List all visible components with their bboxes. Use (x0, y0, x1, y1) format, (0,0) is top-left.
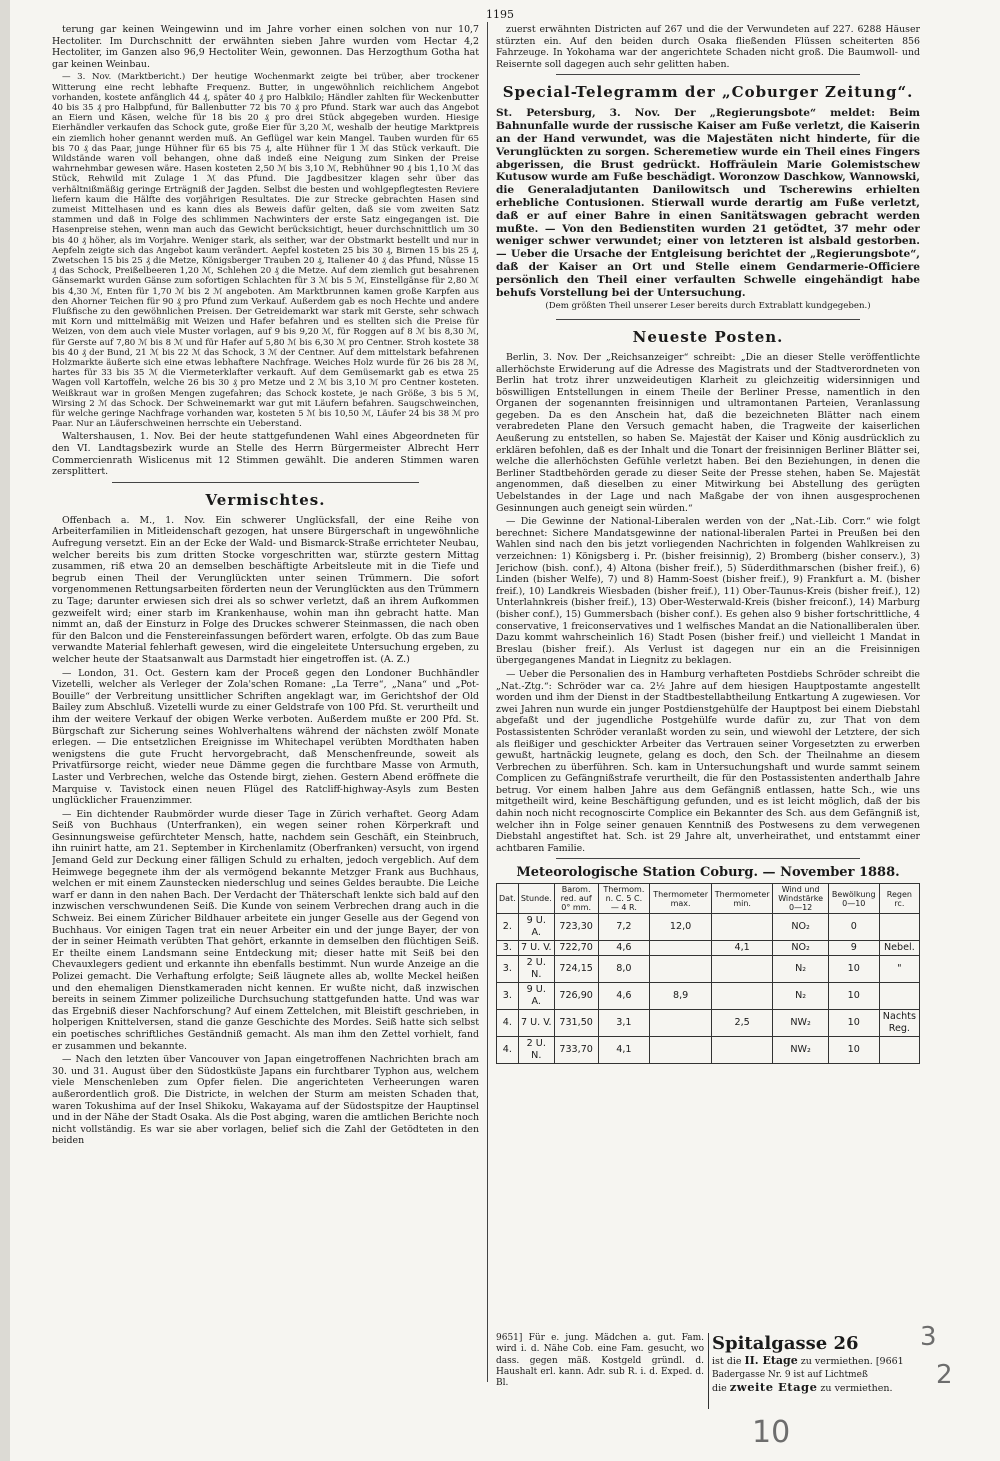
divider (112, 482, 419, 483)
weather-cell: Nachts Reg. (879, 1010, 919, 1037)
page-number: 1195 (486, 8, 514, 21)
ad-text: die (712, 1383, 730, 1394)
weather-cell: 724,15 (554, 956, 598, 983)
weather-cell: 8,9 (650, 983, 712, 1010)
weather-cell: 9 (828, 941, 879, 956)
article-berlin: Berlin, 3. Nov. Der „Reichsanzeiger“ schreibt: „Die an dieser Stelle veröffentlichte allerhöchste Erwiderung auf die Adresse des Magistrats und der Stadtverordneten von Berlin hat trotz ihrer unzweideutigen Klarheit zu gleichzeitig widersinnigen und böswilligen Entstellungen in einem Theile der Berliner Presse, namentlich in den Organen der sogenannten freisinnigen und ultramontanen Parteien, Veranlassung gegeben. Da es den Anschein hat, daß die bezeichneten Blätter nach einem verabredeten Plane den Versuch gemacht haben, die Tragweite der kaiserlichen Aeußerung zu entstellen, so haben Se. Majestät der Kaiser und König ausdrücklich zu erklären befohlen, daß es der Inhalt und die Tonart der freisinnigen Berliner Blätter sei, welche die allerhöchsten Gefühle verletzt haben. Bei den Beziehungen, in denen die Berliner Stadtbehörden gerade zu dieser Seite der Presse stehen, haben Se. Majestät angenommen, daß dieselben zu einer Mitwirkung bei Abstellung des gerügten Uebelstandes in der Lage und nach Maßgabe der von ihnen ausgesprochenen Gesinnungen auch geneigt sein würden.“ (496, 351, 920, 514)
article-market-report: — 3. Nov. (Marktbericht.) Der heutige Wochenmarkt zeigte bei trüber, aber trockener Witterung eine recht lebhafte Frequenz. Butter, in ungewöhnlich reichlichem Angebot vorhanden, kostete anfänglich 44 ₰, später 40 ₰ pro Halbkilo; Händler zahlten für Weckenbutter 40 bis 35 ₰ pro Halbpfund, für Ballenbutter 72 bis 70 ₰ pro Pfund. Stark war auch das Angebot an Eiern und Käsen, welche für 18 bis 20 ₰ pro drei Stück abgegeben wurden. Hiesige Eierhändler verkaufen das Schock gute, große Eier für 3,20 ℳ, weshalb der heutige Marktpreis ein ziemlich hoher genannt werden muß. An Geflügel war kein Mangel. Tauben wurden für 65 bis 70 ₰ das Paar, junge Hühner für 65 bis 75 ₰, alte Hühner für 1 ℳ das Stück verkauft. Die Wildstände waren voll behangen, ohne daß indeß eine Neigung zum Sinken der Preise wahrnehmbar gewesen wäre. Hasen kosteten 2,50 ℳ bis 3,10 ℳ, Rebhühner 90 ₰ bis 1,10 ℳ das Stück, Rehwild mit Zulage 1 ℳ das Pfund. Die Jagdbesitzer klagen sehr über das verhältnißmäßig geringe Erträgniß der Jagden. Selbst die besten und wohlgepflegtesten Reviere liefern kaum die Hälfte des vorjährigen Resultates. Die zur Strecke gebrachten Hasen sind zumeist Mittelhasen und es kann dies als Beweis dafür gelten, daß sie vom zweiten Satz stammen und daß in Folge des schlimmen Nachwinters der erste Satz eingegangen ist. Die Hasenpreise stehen, wenn man auch das Gewicht berücksichtigt, heuer durchschnittlich um 30 bis 40 ₰ höher, als im Vorjahre. Weniger stark, als seither, war der Obstmarkt bestellt und nur in Aepfeln zeigte sich das Angebot kaum verändert. Aepfel kosteten 25 bis 30 ₰, Birnen 15 bis 25 ₰, Zwetschen 15 bis 25 ₰ die Metze, Königsberger Trauben 20 ₰, Italiener 40 ₰ das Pfund, Nüsse 15 ₰ das Schock, Preißelbeeren 1,20 ℳ, Schlehen 20 ₰ die Metze. Auf dem ziemlich gut besahrenen Gänsemarkt wurden Gänse zum sofortigen Schlachten für 3 ℳ bis 5 ℳ, Einstellgänse für 2,80 ℳ bis 4,30 ℳ, Enten für 1,70 ℳ bis 2 ℳ angeboten. Am Marktbrunnen kamen große Karpfen aus den Ahorner Teichen für 90 ₰ pro Pfund zum Verkauf. Außerdem gab es noch Hechte und andere Flußfische zu den gewöhnlichen Preisen. Der Getreidemarkt war stark mit Gerste, sehr schwach mit Korn und mittelmäßig mit Weizen und Hafer befahren und es stellten sich die Preise für Weizen, von dem auch viele Muster vorlagen, auf 9 bis 9,20 ℳ, für Roggen auf 8 ℳ bis 8,30 ℳ, für Gerste auf 7,80 ℳ bis 8 ℳ und für Hafer auf 5,80 ℳ bis 6,30 ℳ pro Centner. Stroh kostete 38 bis 40 ₰ der Bund, 21 ℳ bis 22 ℳ das Schock, 3 ℳ der Centner. Auf dem mittelstark befahrenen Holzmarkte äußerte sich eine etwas lebhaftere Nachfrage. Weiches Holz wurde für 26 bis 28 ℳ, hartes für 33 bis 35 ℳ die Viermeterklafter verkauft. Auf dem Gemüsemarkt gab es etwa 25 Wagen voll Kartoffeln, welche 26 bis 30 ₰ pro Metze und 2 ℳ bis 3,10 ℳ pro Centner kosteten. Weißkraut war in großen Mengen zugefahren; das Schock kostete, je nach Größe, 3 bis 5 ℳ, Wirsing 2 ℳ das Schock. Der Schweinemarkt war gut mit Läufern befahren. Saugschweinchen, für welche geringe Nachfrage vorhanden war, kosteten 5 ℳ bis 10,50 ℳ, Läufer 24 bis 38 ℳ pro Paar. Nur an Läuferschweinen herrschte ein Ueberstand. (52, 72, 479, 430)
weather-cell: 2 U. N. (518, 1037, 554, 1064)
weather-cell (711, 914, 772, 941)
weather-cell: 9 U. A. (518, 983, 554, 1010)
weather-cell: 10 (828, 1037, 879, 1064)
weather-header: Thermom. n. C. 5 C. — 4 R. (598, 884, 650, 914)
weather-cell: 3. (497, 941, 519, 956)
weather-cell: NW₂ (773, 1010, 828, 1037)
ad-street-name: Spitalgasse 26 (712, 1333, 859, 1354)
weather-cell: 731,50 (554, 1010, 598, 1037)
weather-cell (711, 956, 772, 983)
weather-title: Meteorologische Station Coburg. — November 1888. (516, 865, 900, 881)
weather-cell: 726,90 (554, 983, 598, 1010)
weather-cell: 7,2 (598, 914, 650, 941)
weather-cell: 9 U. A. (518, 914, 554, 941)
column-divider (487, 22, 488, 1382)
weather-cell (650, 1010, 712, 1037)
weather-cell (879, 914, 919, 941)
weather-cell: 723,30 (554, 914, 598, 941)
article-telegram: St. Petersburg, 3. Nov. Der „Regierungsbote“ meldet: Beim Bahnunfalle wurde der russische Kaiser am Fuße verletzt, die Kaiserin an der Hand verwundet, was die Majestäten nicht hinderte, für die Verunglückten zu sorgen. Scheremetiew wurde ein Theil eines Fingers abgerissen, die Brust gedrückt. Hoffräulein Marie Golemistschew Kutusow wurde am Fuße beschädigt. Woronzow Daschkow, Wannowski, die Generaladjutanten Danilowitsch und Tscherewins erhielten erhebliche Contusionen. Stierwall wurde derartig am Fuße verletzt, daß er auf einer Bahre in einen Sanitätswagen gebracht werden mußte. — Von den Bedienstiten wurden 21 getödtet, 37 mehr oder weniger schwer verwundet; einer von letzteren ist alsbald gestorben. — Ueber die Ursache der Entgleisung berichtet der „Regierungsbote“, daß der Kaiser an Ort und Stelle einem Gendarmerie-Officiere persönlich den Theil einer verfaulten Schwelle eingehändigt habe behufs Vorstellung bei der Untersuchung. (496, 107, 920, 299)
ad-text-bold: II. Etage (744, 1354, 798, 1367)
article-wine: terung gar keinen Weingewinn und im Jahre vorher einen solchen von nur 10,7 Hectoliter. Im Durchschnitt der erwähnten sieben Jahre wurden vom Hectar 4,2 Hectoliter, im Ganzen also 96,9 Hectoliter Wein, gewonnen. Das Herzogthum Gotha hat gar keinen Weinbau. (52, 24, 479, 70)
article-raubmoerder: — Ein dichtender Raubmörder wurde dieser Tage in Zürich verhaftet. Georg Adam Seiß von Buchhaus (Unterfranken), ein wegen seiner rohen Körperkraft und Gesinnungsweise gefürchteter Mensch, hatte, nachdem sein Geschäft, ein Steinbruch, ihn ruinirt hatte, am 21. September in Kirchenlamitz (Oberfranken) versucht, von irgend Jemand Geld zur Deckung einer fälligen Schuld zu erhalten, jedoch vergeblich. Auf dem Heimwege begegnete ihm der als vermögend bekannte Metzger Frank aus Buchhaus, welchen er mit einem Zaunstecken niederschlug und seines Geldes beraubte. Die Leiche warf er dann in den nahen Bach. Der Verdacht der Thäterschaft lenkte sich bald auf den inzwischen verschwundenen Seiß. Die Kunde von seinem Verbrechen drang auch in die Schweiz. Bei einem Züricher Bildhauer arbeitete ein junger Geselle aus der Gegend von Buchhaus. Vor einigen Tagen trat ein neuer Arbeiter ein und der junge Bayer, der von der in seiner Heimath verübten That gehört, erkannte in demselben den flüchtigen Seiß. Er theilte einem Landsmann seine Entdeckung mit; dieser hatte mit Seiß bei den Chevauxlegers gedient und erkannte ihn ebenfalls bestimmt. Nun wurde Anzeige an die Polizei gemacht. Die Verhaftung erfolgte; Seiß läugnete alles ab, wollte Meckel heißen und den ehemaligen Dienstkameraden nicht kennen. Er wußte nicht, daß inzwischen bereits in seinem Zimmer polizeiliche Durchsuchung stattgefunden hatte. Und was war das Ergebniß dieser Nachforschung? Auf einem Zettelchen, mit Bleistift geschrieben, in holperigen Knittelversen, stand die ganze Geschichte des Mordes. Seiß hatte sich selbst ein poetisches schriftliches Geständniß gemacht. Als man ihm den Zettel vorhielt, fand er zusammen und bekannte. (52, 808, 479, 1052)
weather-cell: NW₂ (773, 1037, 828, 1064)
weather-cell: 8,0 (598, 956, 650, 983)
ad-text: zu vermiethen. (817, 1383, 893, 1394)
weather-cell: Nebel. (879, 941, 919, 956)
weather-row (497, 1037, 920, 1064)
weather-header: Thermometer min. (711, 884, 772, 914)
weather-header: Dat. (497, 884, 519, 914)
weather-row (497, 956, 920, 983)
weather-cell: 4,1 (711, 941, 772, 956)
weather-header: Regen rc. (879, 884, 919, 914)
weather-header-row (497, 884, 920, 914)
weather-row (497, 941, 920, 956)
ad-text: ist die (712, 1356, 745, 1367)
divider (556, 319, 860, 320)
article-national-liberal: — Die Gewinne der National-Liberalen werden von der „Nat.-Lib. Corr.“ wie folgt berechnet: Sichere Mandatsgewinne der national-liberalen Partei in Preußen bei den Wahlen sind nach den bis jetzt vorliegenden Nachrichten in folgenden Wahlkreisen zu verzeichnen: 1) Königsberg i. Pr. (bisher freisinnig), 2) Bromberg (bisher conserv.), 3) Jerichow (bish. conf.), 4) Altona (bisher freif.), 5) Süderdithmarschen (bisher freif.), 6) Linden (bisher Welfe), 7) und 8) Hamm-Soest (bisher freif.), 9) Frankfurt a. M. (bisher freif.), 10) Landkreis Wiesbaden (bisher freif.), 11) Ober-Taunus-Kreis (bisher freif.), 12) Unterlahnkreis (bisher freif.), 13) Ober-Westerwald-Kreis (bisher freiconf.), 14) Marburg (bisher conf.), 15) Gummersbach (bisher conf.). Es gehen also 9 bisher fortschrittliche, 4 conservative, 1 freiconservatives und 1 welfisches Mandat an die Nationalliberalen über. Dazu kommt wahrscheinlich 16) Stadt Posen (bisher freif.) und vielleicht 1 Mandat in Breslau (bisher freif.). Als Verlust ist dagegen nur ein an die Freisinnigen übergegangenes Mandat in Liegnitz zu beklagen. (496, 516, 920, 667)
weather-cell (650, 1037, 712, 1064)
weather-cell: 2,5 (711, 1010, 772, 1037)
pencil-mark: 3 (920, 1322, 937, 1352)
telegram-block (496, 107, 920, 299)
weather-cell: 4,6 (598, 983, 650, 1010)
weather-cell: 4,6 (598, 941, 650, 956)
ad-text-bold: zweite Etage (729, 1380, 818, 1394)
weather-cell: " (879, 956, 919, 983)
weather-cell: 2 U. N. (518, 956, 554, 983)
ad-text: zu vermiethen. [9661 (797, 1356, 904, 1367)
weather-header: Bewölkung 0—10 (828, 884, 879, 914)
weather-cell: 10 (828, 983, 879, 1010)
pencil-mark: 10 (752, 1415, 791, 1450)
weather-cell (711, 983, 772, 1010)
section-heading-vermischtes: Vermischtes. (205, 490, 326, 509)
weather-cell: N₂ (773, 983, 828, 1010)
weather-header: Barom. red. auf 0° mm. (554, 884, 598, 914)
ad-room-wanted: 9651] Für e. jung. Mädchen a. gut. Fam. wird i. d. Nähe Cob. eine Fam. gesucht, wo dass. gegen mäß. Kostgeld gründl. d. Haushalt erl. kann. Adr. sub R. i. d. Exped. d. Bl. (496, 1333, 709, 1409)
weather-cell: N₂ (773, 956, 828, 983)
weather-cell (650, 941, 712, 956)
weather-cell: 10 (828, 956, 879, 983)
weather-cell: 4,1 (598, 1037, 650, 1064)
weather-cell (711, 1037, 772, 1064)
section-heading-telegram: Special-Telegramm der „Coburger Zeitung“. (502, 83, 914, 102)
weather-cell: 722,70 (554, 941, 598, 956)
weather-header: Thermometer max. (650, 884, 712, 914)
weather-cell: 2. (497, 914, 519, 941)
page-edge (0, 0, 10, 1461)
weather-cell: 3,1 (598, 1010, 650, 1037)
weather-cell: 733,70 (554, 1037, 598, 1064)
weather-cell: 7 U. V. (518, 941, 554, 956)
weather-cell (650, 956, 712, 983)
weather-cell (879, 983, 919, 1010)
weather-cell: 3. (497, 956, 519, 983)
article-offenbach: Offenbach a. M., 1. Nov. Ein schwerer Unglücksfall, der eine Reihe von Arbeiterfamilien in Mitleidenschaft gezogen, hat unsere Bürgerschaft in ungewöhnliche Aufregung versetzt. Ein an der Ecke der Wald- und Bismarck-Straße errichteter Neubau, welcher bereits bis zum dritten Stocke vorgeschritten war, stürzte gestern Mittag zusammen, riß etwa 20 an demselben beschäftigte Arbeitsleute mit in die Tiefe und begrub einen Theil der Verunglückten unter seinen Trümmern. Die sofort vorgenommenen Rettungsarbeiten förderten neun der Verunglückten aus den Trümmern zu Tage; darunter erwiesen sich drei als so schwer verletzt, daß an ihrem Aufkommen gezweifelt wird; einer starb im Krankenhause, wohin man ihn gebracht hatte. Man nimmt an, daß der Einsturz in Folge des Druckes schwerer Steinmassen, die nach oben für den Balcon und die Fenstereinfassungen befördert waren, erfolgte. Ob das zum Baue verwandte Material fehlerhaft gewesen, wird die eingeleitete Untersuchung ergeben, zu welcher heute der Staatsanwalt aus Darmstadt hier eingetroffen ist. (A. Z.) (52, 514, 479, 665)
weather-row (497, 983, 920, 1010)
weather-cell: NO₂ (773, 914, 828, 941)
left-column (52, 24, 479, 1384)
divider (556, 74, 860, 75)
pencil-mark: 2 (936, 1360, 953, 1390)
telegram-note: (Dem größten Theil unserer Leser bereits durch Extrablatt kundgegeben.) (545, 301, 871, 312)
advertisements (496, 1333, 920, 1415)
weather-cell: 12,0 (650, 914, 712, 941)
weather-header: Wind und Windstärke 0—12 (773, 884, 828, 914)
ad-line (712, 1381, 920, 1395)
ad-line: Badergasse Nr. 9 ist auf Lichtmeß (712, 1370, 868, 1380)
weather-table (496, 883, 920, 1064)
article-waltershausen: Waltershausen, 1. Nov. Bei der heute stattgefundenen Wahl eines Abgeordneten für den VI. Landtagsbezirk wurde an Stelle des Herrn Bürgermeister Albrecht Herr Commercienrath Wislicenus mit 12 Stimmen gewählt. Die anderen Stimmen waren zersplittert. (52, 431, 479, 478)
ad-rentals (712, 1333, 920, 1409)
article-london: — London, 31. Oct. Gestern kam der Proceß gegen den Londoner Buchhändler Vizetelli, welcher als Verleger der Zola'schen Romane: „La Terre“, „Nana“ und „Pot-Bouille“ der Verbreitung unsittlicher Schriften angeklagt war, im Gerichtshof der Old Bailey zum Abschluß. Vizetelli wurde zu einer Geldstrafe von 100 Pfd. St. verurtheilt und ihm der weitere Verkauf der obigen Werke verboten. Außerdem mußte er 200 Pfd. St. Bürgschaft zur Sicherung seines Wohlverhaltens während der nächsten zwölf Monate erlegen. — Die entsetzlichen Ereignisse im Whitechapel verübten Mordthaten haben wenigstens die gute Frucht hervorgebracht, daß Menschenfreunde, soweit als Privatfürsorge reicht, wieder neue Dämme gegen die furchtbare Masse von Armuth, Laster und Verbrechen, welche das Ostende birgt, ziehen. Gestern Abend eröffnete die Marquise v. Tavistock einen neuen Flügel des Ratcliff-highway-Asyls zum Besten unglücklicher Frauenzimmer. (52, 667, 479, 807)
weather-row (497, 914, 920, 941)
article-japan-cont: zuerst erwähnten Districten auf 267 und die der Verwundeten auf 227. 6288 Häuser stürzten ein. Auf den beiden durch Osaka fließenden Flüssen scheiterten 856 Fahrzeuge. In Yokohama war der angerichtete Schaden nicht groß. Die Baumwoll- und Reisernte soll dagegen auch sehr gelitten haben. (496, 24, 920, 70)
weather-header: Stunde. (518, 884, 554, 914)
weather-cell: 7 U. V. (518, 1010, 554, 1037)
ad-line (712, 1355, 920, 1368)
weather-cell: 4. (497, 1010, 519, 1037)
weather-cell: NO₂ (773, 941, 828, 956)
weather-cell: 0 (828, 914, 879, 941)
market-report-block (52, 72, 479, 429)
weather-row (497, 1010, 920, 1037)
weather-cell: 3. (497, 983, 519, 1010)
right-column (496, 24, 920, 1369)
weather-cell (879, 1037, 919, 1064)
article-postdieb: — Ueber die Personalien des in Hamburg verhafteten Postdiebs Schröder schreibt die „Nat.-Ztg.“: Schröder war ca. 2½ Jahre auf dem hiesigen Hauptpostamte angestellt worden und ihm der Dienst in der Stadtbestellabtheilung Entkartung A zugewiesen. Vor zwei Jahren nun wurde ein junger Postdienstgehülfe der Hauptpost bei einem Diebstahl abgefaßt und der jugendliche Postgehülfe wurde dafür zu, zur That von dem Postassistenten Schröder veranlaßt worden zu sein, und wiewohl der Letztere, der sich als fleißiger und geschickter Arbeiter das Vertrauen seiner Vorgesetzten zu erwerben gewußt, hartnäckig leugnete, gelang es doch, den Sch. der Theilnahme an diesem Verbrechen zu überführen. Sch. kam in Untersuchungshaft und wurde sammt seinem Complicen zu Gefängnißstrafe verurtheilt, die für den Postassistenten anderthalb Jahre betrug. Vor einem halben Jahre aus dem Gefängniß entlassen, hatte Sch., wie uns mitgetheilt wird, keine Beschäftigung gefunden, und es ist leicht möglich, daß der bis dahin noch nicht recognoscirte Complice ein Bekannter des Sch. aus dem Gefängniß ist, welcher ihn in Folge seiner genauen Kenntniß des Postwesens zu dem verwegenen Diebstahl angestiftet hat. Sch. ist 29 Jahre alt, unverheirathet, und entstammt einer achtbaren Familie. (496, 668, 920, 854)
article-japan: — Nach den letzten über Vancouver von Japan eingetroffenen Nachrichten brach am 30. und 31. August über den Südostküste Japans ein furchtbarer Typhon aus, welchem viele Menschenleben zum Opfer fielen. Die angerichteten Verheerungen waren außerordentlich groß. Die Districte, in welchen der Sturm am meisten Schaden that, waren Tokushima auf der Insel Shikoku, Wakayama auf der Südostspitze der Hauptinsel und in der Nähe der Stadt Osaka. Als die Post abging, waren die amtlichen Berichte noch nicht vollständig. Es war sie aber vorlagen, belief sich die Zahl der Getödteten in den beiden (52, 1054, 479, 1147)
divider (556, 858, 860, 859)
section-heading-news: Neueste Posten. (632, 327, 784, 346)
weather-cell: 4. (497, 1037, 519, 1064)
weather-cell: 10 (828, 1010, 879, 1037)
